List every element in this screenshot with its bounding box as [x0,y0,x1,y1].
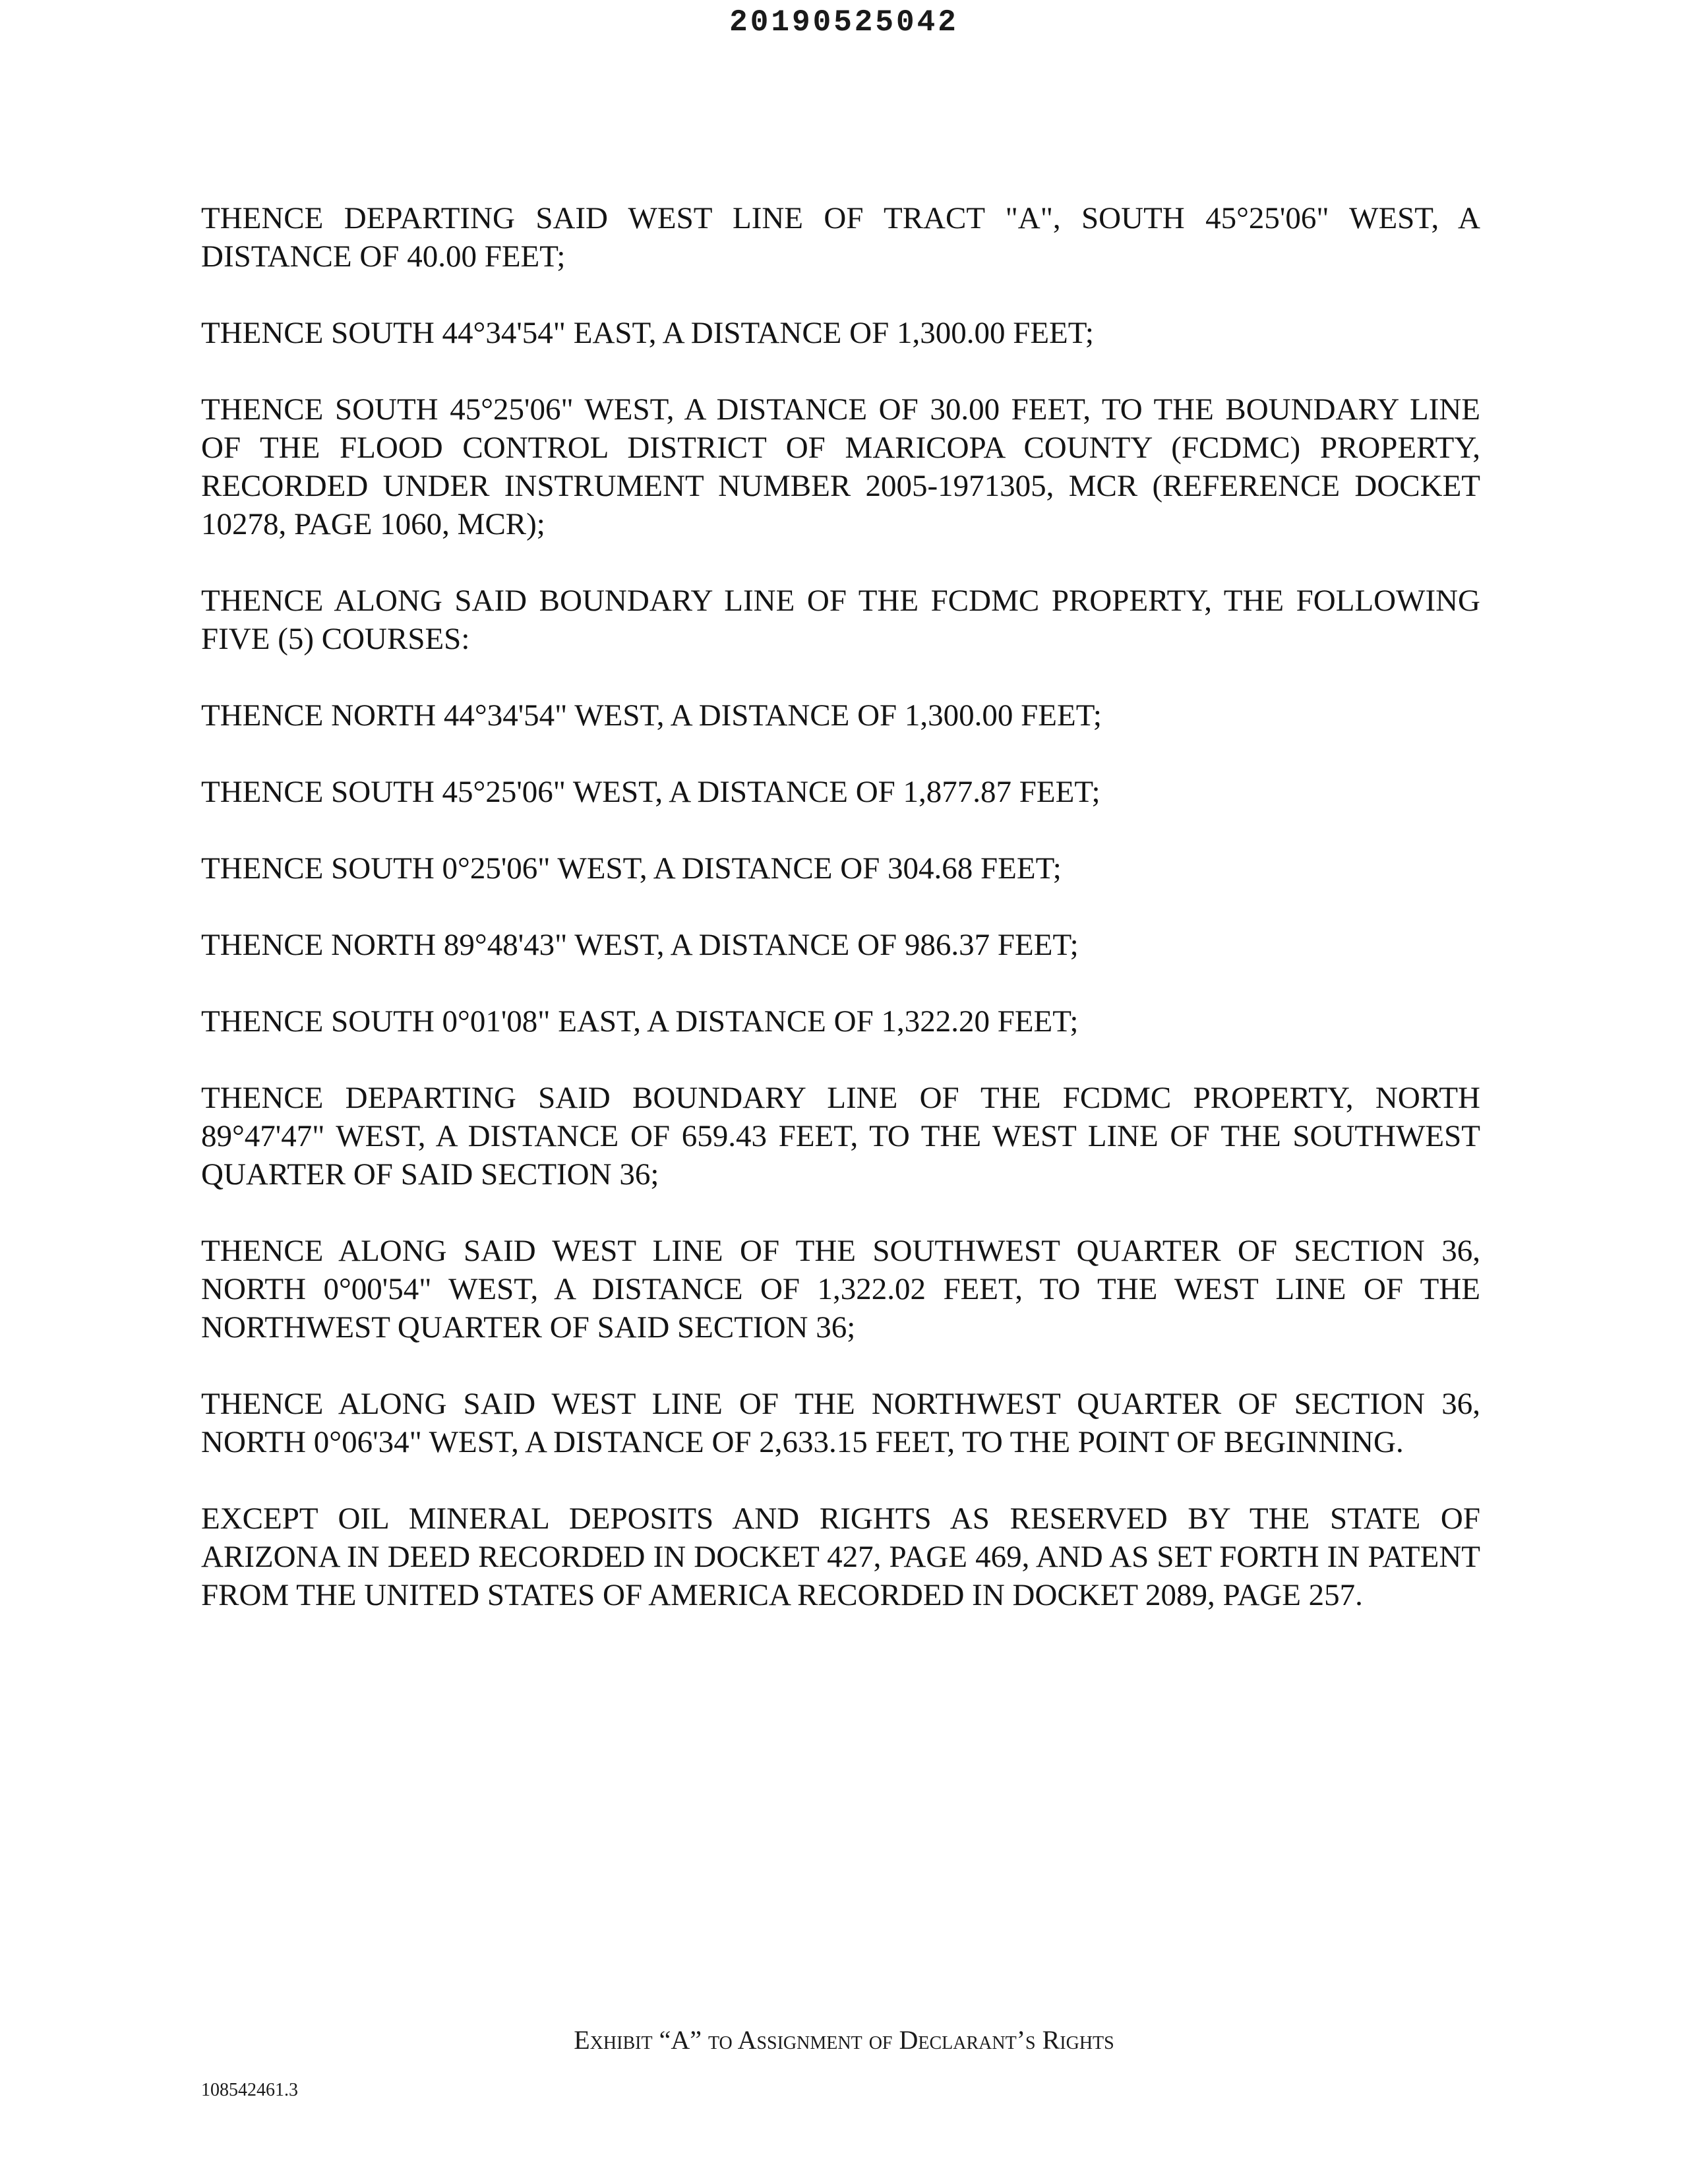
course-paragraph: THENCE DEPARTING SAID WEST LINE OF TRACT "A", SOUTH 45°25'06" WEST, A DISTANCE OF 40.00 FEET; [201,201,1480,274]
document-id: 108542461.3 [201,2080,298,2100]
course-paragraph: THENCE NORTH 89°48'43" WEST, A DISTANCE OF 986.37 FEET; [201,928,1079,962]
course-paragraph: THENCE SOUTH 45°25'06" WEST, A DISTANCE OF 1,877.87 FEET; [201,775,1100,809]
course-paragraph: THENCE SOUTH 45°25'06" WEST, A DISTANCE OF 30.00 FEET, TO THE BOUNDARY LINE OF THE FLOOD CONTROL DISTRICT OF MARICOPA COUNTY (FCDMC) PROPERTY, RECORDED UNDER INSTRUMENT NUMBER 2005-1971305, MCR (REFERENCE DOCKET 10278, PAGE 1060, MCR); [201,392,1480,541]
course-paragraph: THENCE SOUTH 0°25'06" WEST, A DISTANCE OF 304.68 FEET; [201,851,1062,886]
recording-number: 20190525042 [729,5,959,40]
legal-description [201,199,1480,1653]
course-paragraph: THENCE NORTH 44°34'54" WEST, A DISTANCE OF 1,300.00 FEET; [201,698,1102,733]
course-paragraph: THENCE SOUTH 44°34'54" EAST, A DISTANCE OF 1,300.00 FEET; [201,316,1094,350]
course-paragraph: THENCE ALONG SAID WEST LINE OF THE NORTHWEST QUARTER OF SECTION 36, NORTH 0°06'34" WEST, A DISTANCE OF 2,633.15 FEET, TO THE POINT OF BEGINNING. [201,1387,1480,1459]
course-paragraph: THENCE DEPARTING SAID BOUNDARY LINE OF THE FCDMC PROPERTY, NORTH 89°47'47" WEST, A DISTANCE OF 659.43 FEET, TO THE WEST LINE OF THE SOUTHWEST QUARTER OF SAID SECTION 36; [201,1081,1480,1192]
exhibit-title: Exhibit “A” to Assignment of Declarant’s Rights [574,2025,1114,2055]
course-paragraph: THENCE SOUTH 0°01'08" EAST, A DISTANCE OF 1,322.20 FEET; [201,1004,1079,1039]
course-paragraph: THENCE ALONG SAID WEST LINE OF THE SOUTHWEST QUARTER OF SECTION 36, NORTH 0°00'54" WEST, A DISTANCE OF 1,322.02 FEET, TO THE WEST LINE OF THE NORTHWEST QUARTER OF SAID SECTION 36; [201,1234,1480,1345]
exception-paragraph: EXCEPT OIL MINERAL DEPOSITS AND RIGHTS AS RESERVED BY THE STATE OF ARIZONA IN DEED RECORDED IN DOCKET 427, PAGE 469, AND AS SET FORTH IN PATENT FROM THE UNITED STATES OF AMERICA RECORDED IN DOCKET 2089, PAGE 257. [201,1502,1480,1612]
course-paragraph: THENCE ALONG SAID BOUNDARY LINE OF THE FCDMC PROPERTY, THE FOLLOWING FIVE (5) COURSES: [201,584,1480,656]
